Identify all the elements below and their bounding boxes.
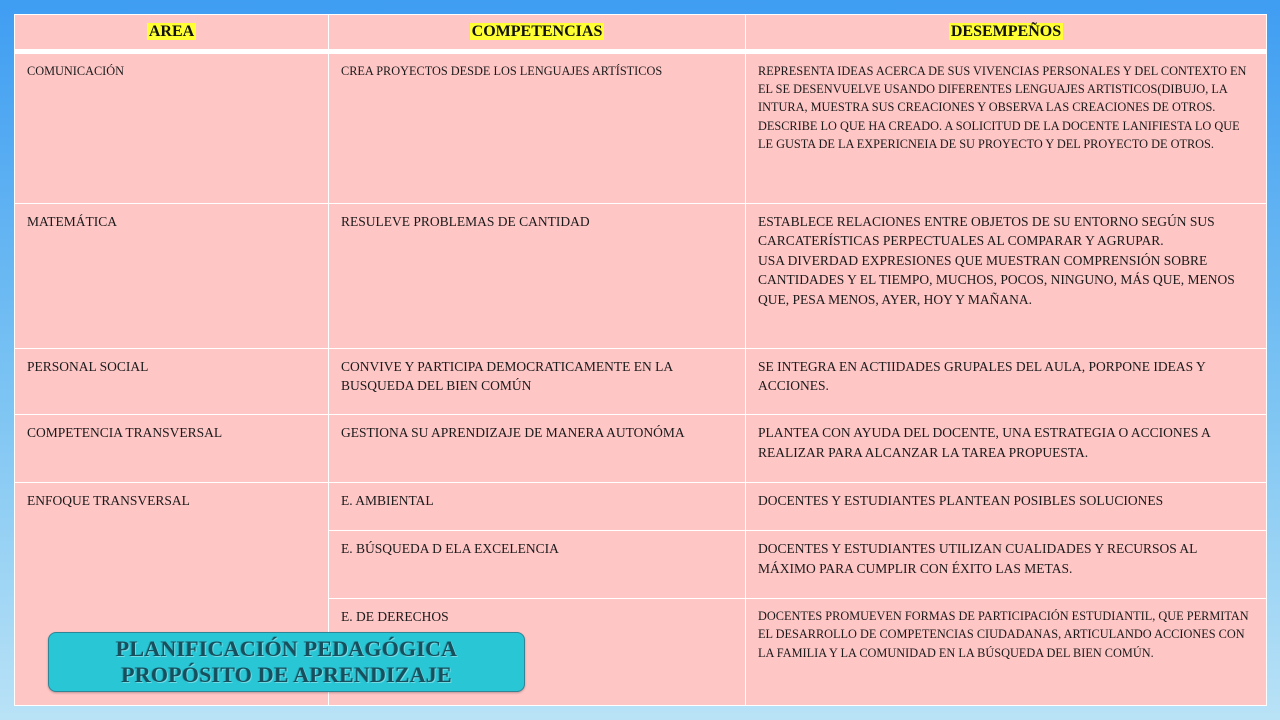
area-cell: COMPETENCIA TRANSVERSAL [15,415,329,483]
area-cell-enfoque: ENFOQUE TRANSVERSAL [15,483,329,706]
table-row [15,415,1267,483]
desempeno-paragraph: ESTABLECE RELACIONES ENTRE OBJETOS DE SU ENTORNO SEGÚN SUS CARCATERÍSTICAS PERPECTUALES AL COMPARAR Y AGRUPAR. [758,213,1215,249]
table-row [15,348,1267,414]
desempeno-cell: DOCENTES Y ESTUDIANTES PLANTEAN POSIBLES SOLUCIONES [746,483,1267,531]
competencia-cell: CONVIVE Y PARTICIPA DEMOCRATICAMENTE EN LA BUSQUEDA DEL BIEN COMÚN [329,348,746,414]
desempeno-cell: PLANTEA CON AYUDA DEL DOCENTE, UNA ESTRATEGIA O ACCIONES A REALIZAR PARA ALCANZAR LA TAREA PROPUESTA. [746,415,1267,483]
competencia-cell: RESULEVE PROBLEMAS DE CANTIDAD [329,203,746,348]
competencia-cell: CREA PROYECTOS DESDE LOS LENGUAJES ARTÍSTICOS [329,52,746,204]
header-competencias: COMPETENCIAS [329,15,746,52]
competencia-cell: E. BÚSQUEDA D ELA EXCELENCIA [329,531,746,599]
desempeno-cell: SE INTEGRA EN ACTIIDADES GRUPALES DEL AULA, PORPONE IDEAS Y ACCIONES. [746,348,1267,414]
desempeno-cell: DOCENTES PROMUEVEN FORMAS DE PARTICIPACIÓN ESTUDIANTIL, QUE PERMITAN EL DESARROLLO DE COMPETENCIAS CIUDADANAS, ARTICULANDO ACCIONES CON LA FAMILIA Y LA COMUNIDAD EN LA BÚSQUEDA DEL BIEN COMÚN. [746,599,1267,706]
table-row [15,203,1267,348]
competencia-cell: E. DE DERECHOS [329,599,746,706]
table-header-row [15,15,1267,52]
area-cell: MATEMÁTICA [15,203,329,348]
area-cell: COMUNICACIÓN [15,52,329,204]
header-desempenos: DESEMPEÑOS [746,15,1267,52]
desempeno-cell: REPRESENTA IDEAS ACERCA DE SUS VIVENCIAS PERSONALES Y DEL CONTEXTO EN EL SE DESENVUELVE USANDO DIFERENTES LENGUAJES ARTISTICOS(DIBUJO, LA INTURA, MUESTRA SUS CREACIONES Y OBSERVA LAS CREACIONES DE OTROS. DESCRIBE LO QUE HA CREADO. A SOLICITUD DE LA DOCENTE LANIFIESTA LO QUE LE GUSTA DE LA EXPERICNEIA DE SU PROYECTO Y DEL PROYECTO DE OTROS. [746,52,1267,204]
planning-table [14,14,1267,706]
competencia-cell: E. AMBIENTAL [329,483,746,531]
table-row [15,483,1267,531]
title-banner [48,632,525,692]
table-row [15,52,1267,204]
banner-title-line-1: PLANIFICACIÓN PEDAGÓGICA [115,636,458,661]
desempeno-cell [746,203,1267,348]
planning-table-frame [14,14,1266,706]
desempeno-paragraph: USA DIVERDAD EXPRESIONES QUE MUESTRAN COMPRENSIÓN SOBRE CANTIDADES Y EL TIEMPO, MUCHOS, POCOS, NINGUNO, MÁS QUE, MENOS QUE, PESA MENOS, AYER, HOY Y MAÑANA. [758,252,1235,307]
area-cell: PERSONAL SOCIAL [15,348,329,414]
banner-title-line-2: PROPÓSITO DE APRENDIZAJE [121,662,452,687]
header-area: AREA [15,15,329,52]
desempeno-cell: DOCENTES Y ESTUDIANTES UTILIZAN CUALIDADES Y RECURSOS AL MÁXIMO PARA CUMPLIR CON ÉXITO LAS METAS. [746,531,1267,599]
competencia-cell: GESTIONA SU APRENDIZAJE DE MANERA AUTONÓMA [329,415,746,483]
